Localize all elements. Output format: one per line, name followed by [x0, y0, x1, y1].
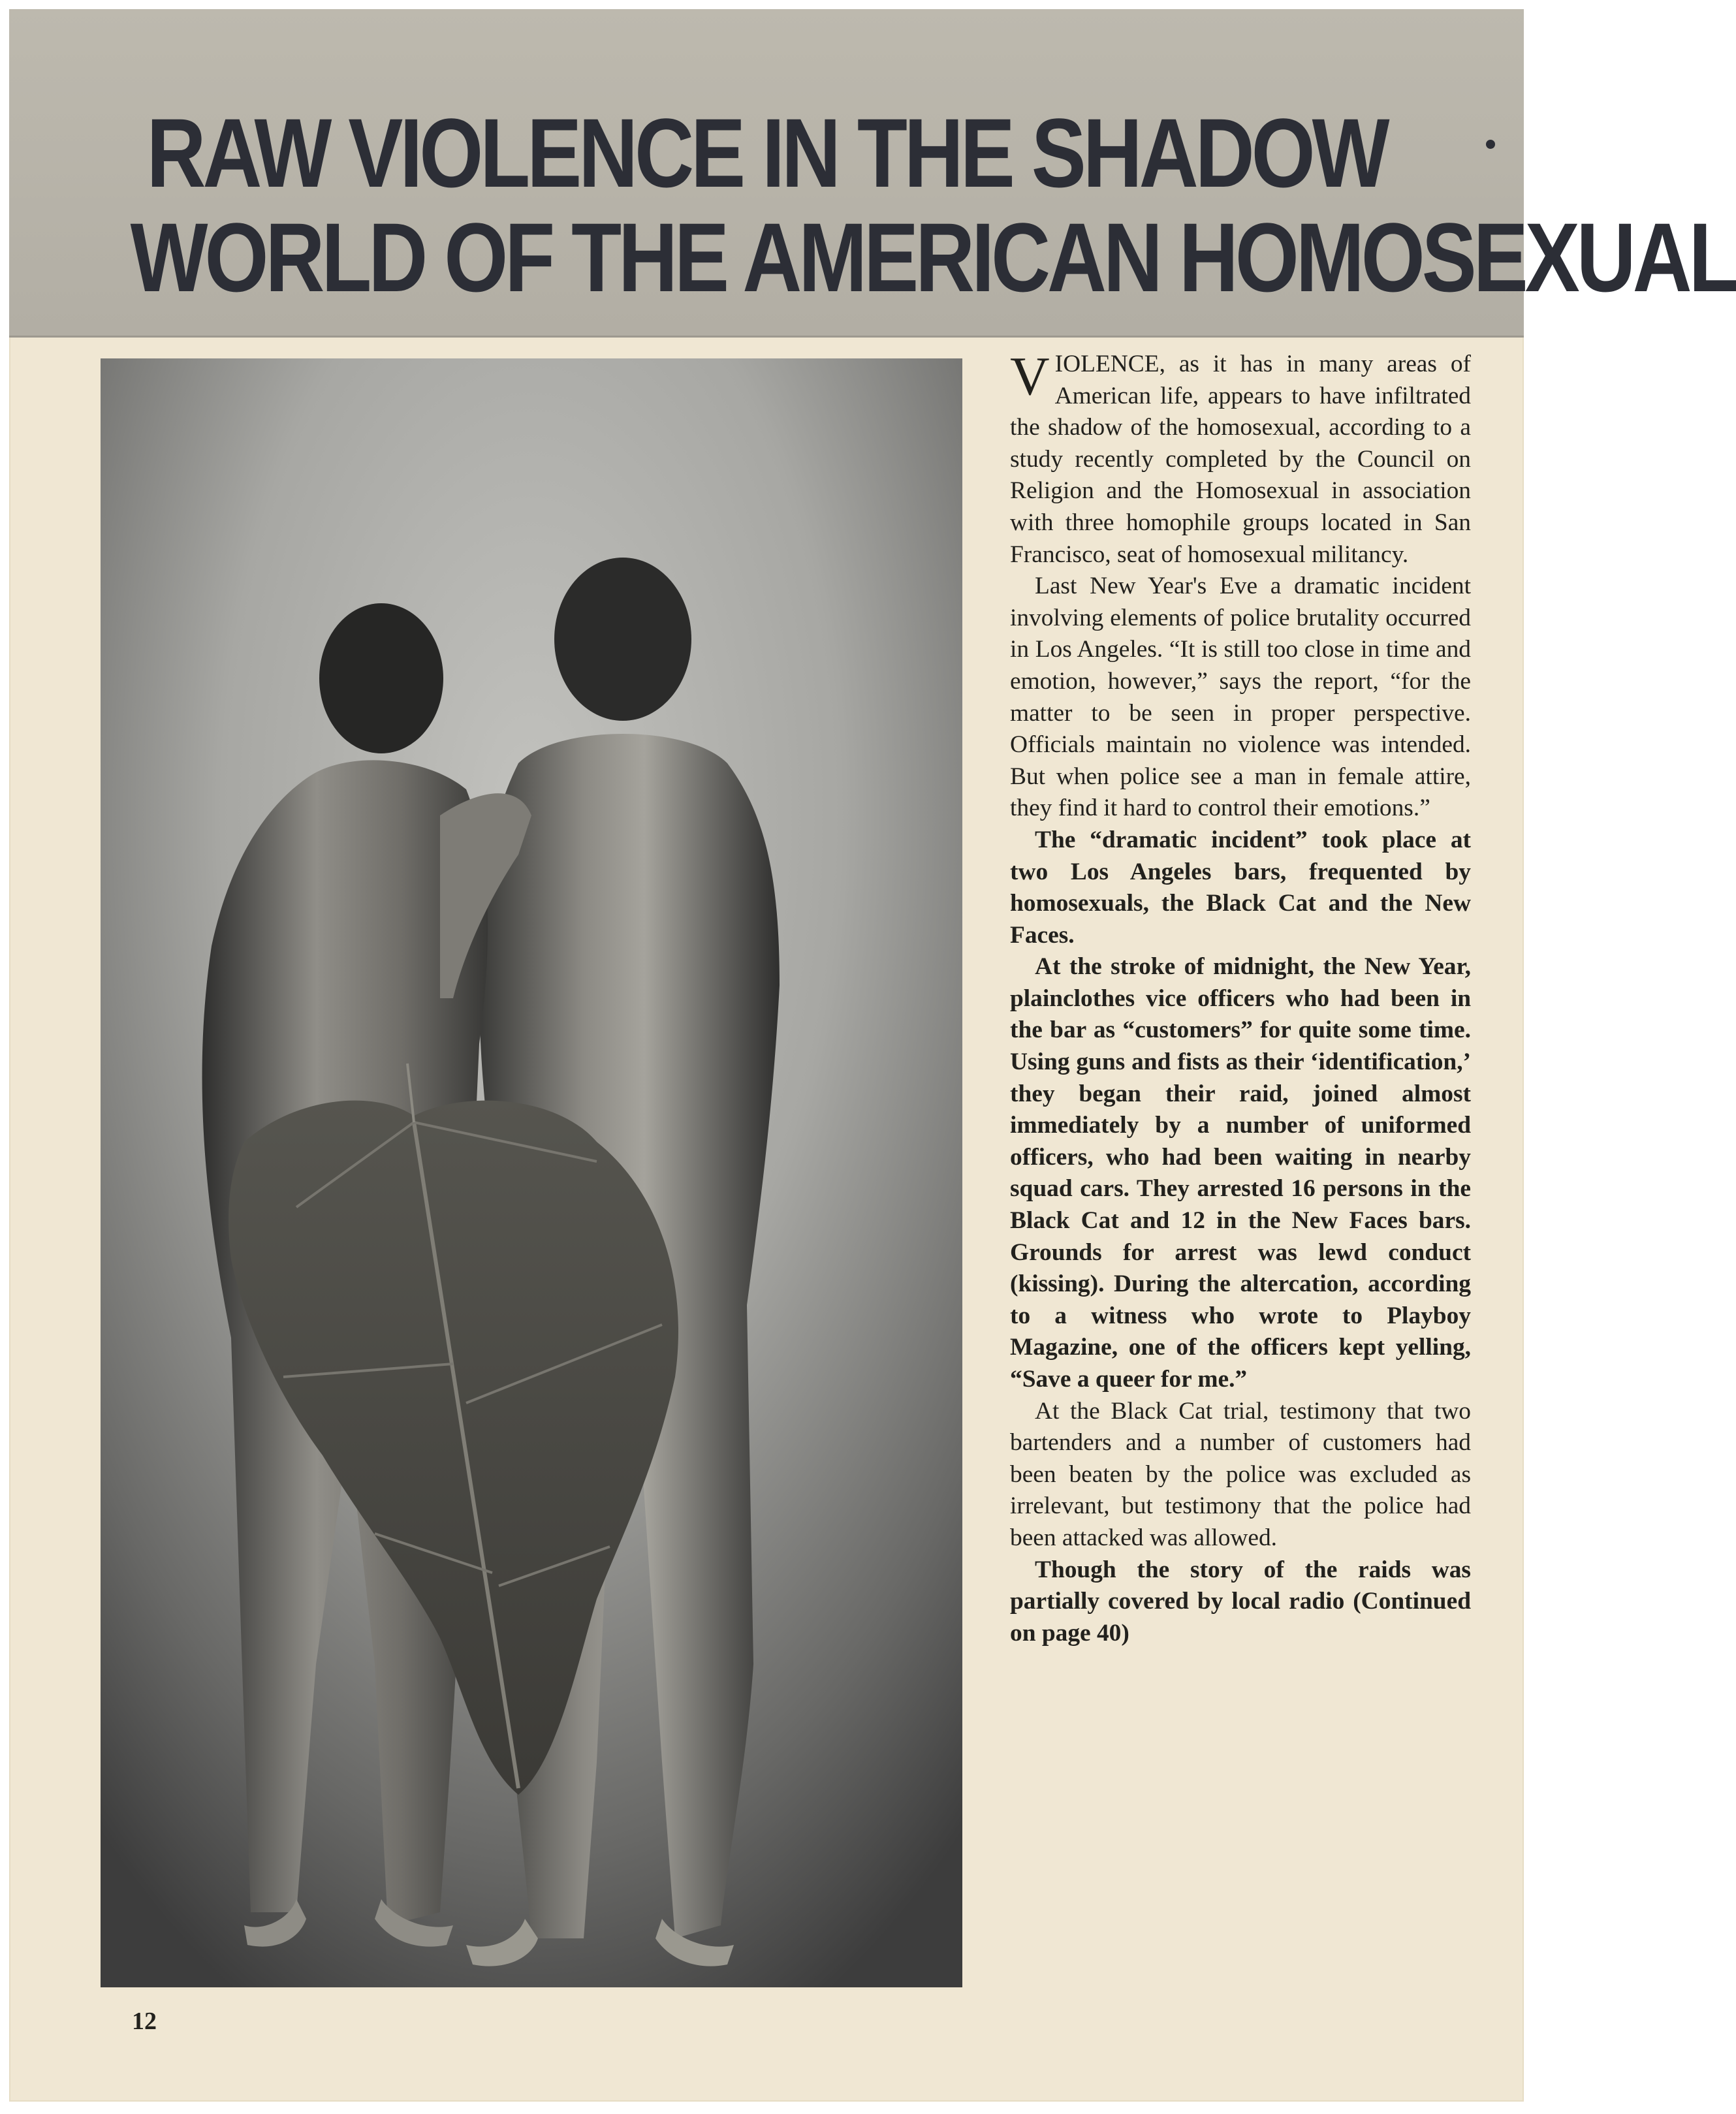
- headline-line-1: RAW VIOLENCE IN THE SHADOW: [146, 98, 1387, 208]
- paragraph-4: At the stroke of midnight, the New Year, plainclothes vice officers who had been in the bar as “customers” for quite some time. Using guns and fists as their ‘identification,’ they began their raid, joined almost immediately by a number of uniformed officers, who had been waiting in nearby squad cars. They arrested 16 persons in the Black Cat and 12 in the New Faces bars. Grounds for arrest was lewd conduct (kissing). During the altercation, according to a witness who wrote to Playboy Magazine, one of the officers kept yelling, “Save a queer for me.”: [1010, 953, 1471, 1393]
- article-photo: [101, 358, 962, 1987]
- article-body: [1010, 346, 1471, 1649]
- drop-cap: V: [1010, 346, 1050, 407]
- paragraph-6: Though the story of the raids was partially covered by local radio (Continued on page 40): [1010, 1556, 1471, 1647]
- headline-line-2: WORLD OF THE AMERICAN HOMOSEXUAL: [130, 202, 1736, 312]
- paragraph-3: The “dramatic incident” took place at two Los Angeles bars, frequented by homosexuals, the Black Cat and the New Faces.: [1010, 826, 1471, 949]
- headline-band: [9, 9, 1736, 338]
- paragraph-5: At the Black Cat trial, testimony that two bartenders and a number of customers had been beaten by the police was excluded as irrelevant, but testimony that the police had been attacked was allowed.: [1010, 1397, 1471, 1551]
- page-number: 12: [132, 2008, 157, 2035]
- magazine-page: [9, 9, 1736, 2102]
- paragraph-1: VIOLENCE, as it has in many areas of American life, appears to have infiltrated the shadow of the homosexual, according to a study recently completed by the Council on Religion and the Homosexual in association with three homophile groups located in San Francisco, seat of homosexual militancy.: [1010, 346, 1471, 568]
- paragraph-2: Last New Year's Eve a dramatic incident involving elements of police brutality occurred in Los Angeles. “It is still too close in time and emotion, however,” says the report, “for the matter to be seen in proper perspective. Officials maintain no violence was intended. But when police see a man in female attire, they find it hard to control their emotions.”: [1010, 573, 1471, 822]
- ink-dot: [1486, 140, 1495, 149]
- photo-illustration: [101, 358, 962, 1987]
